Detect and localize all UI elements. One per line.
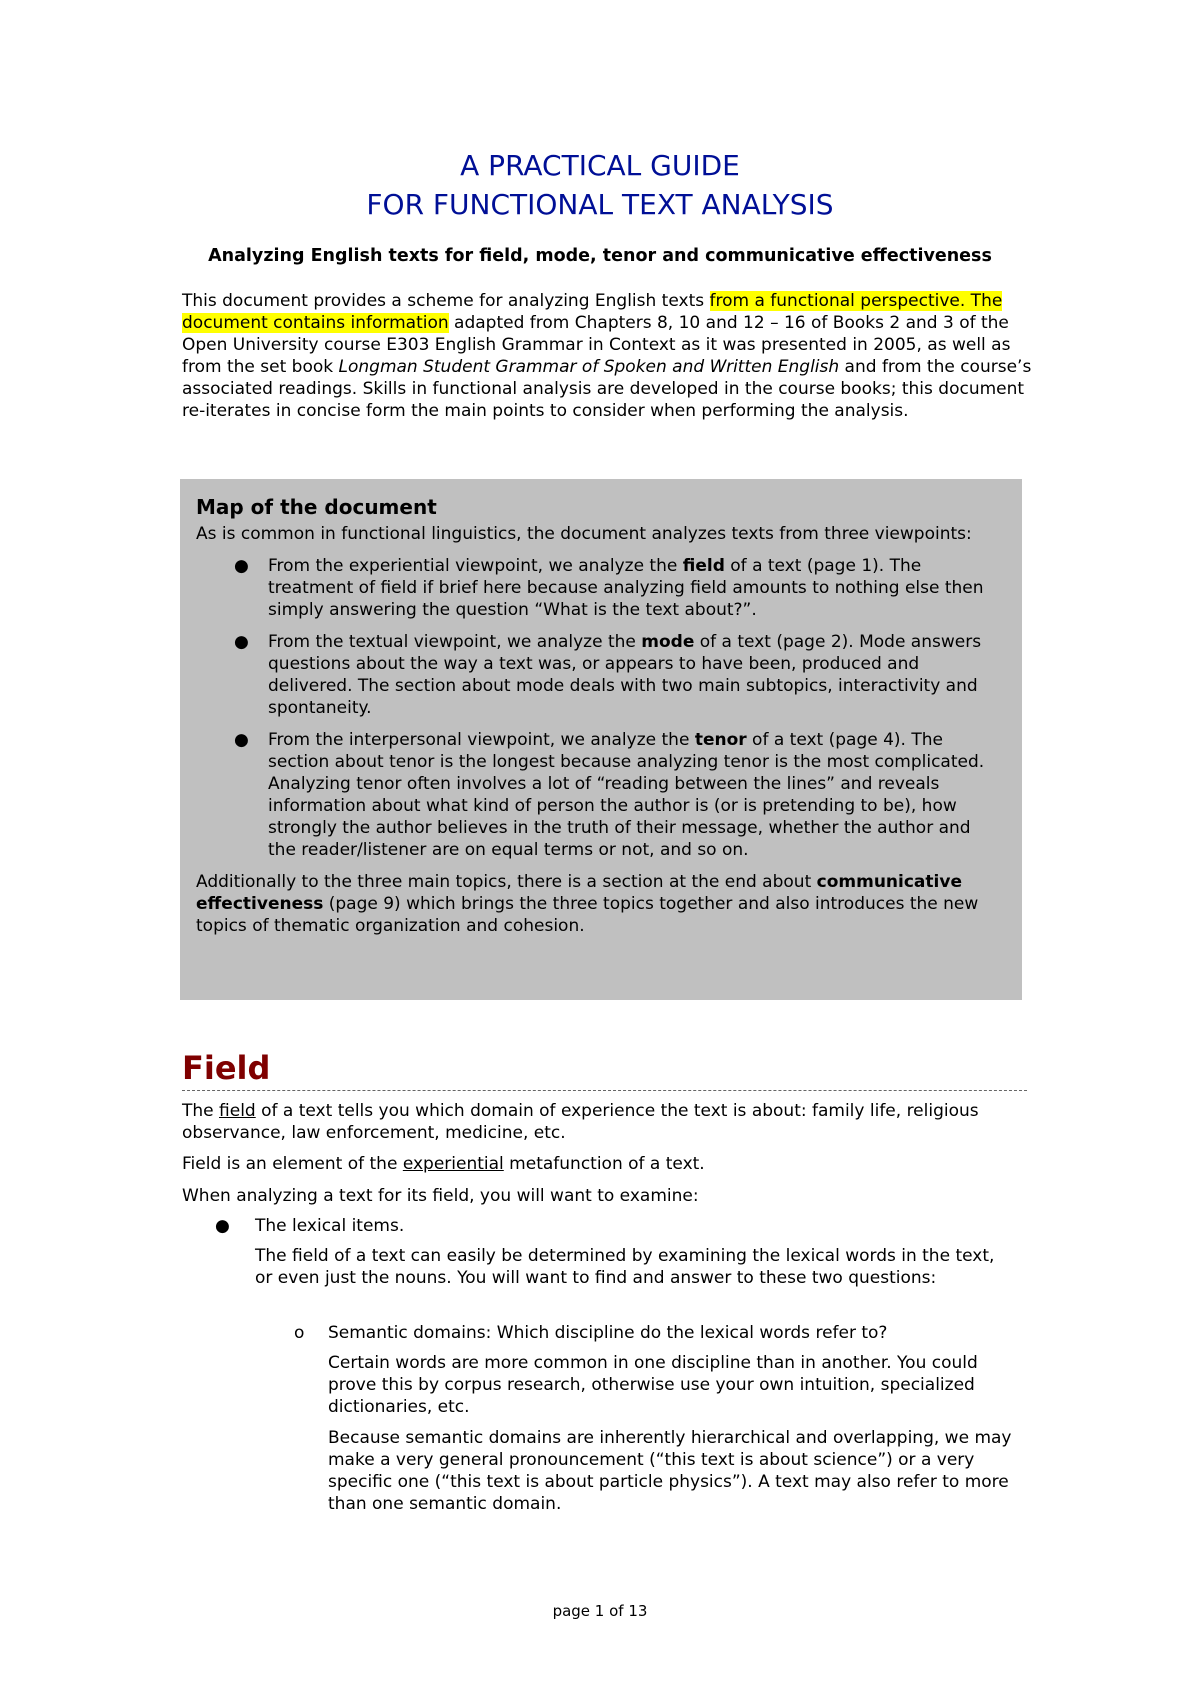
map-heading: Map of the document xyxy=(196,495,437,519)
intro-book-title: Longman Student Grammar of Spoken and Written English xyxy=(338,357,840,377)
sub-bullet-icon: o xyxy=(294,1323,305,1343)
map-bullet-keyword: tenor xyxy=(694,730,747,750)
bullet-icon: ● xyxy=(234,632,249,652)
intro-paragraph xyxy=(182,290,1034,422)
field-text: of a text tells you which domain of experience the text is about: family life, religious observance, law enforcement, medicine, etc. xyxy=(182,1101,979,1143)
field-term: experiential xyxy=(402,1154,504,1174)
map-bullet-text: of a text (page 2). Mode answers questions about the way a text was, or appears to have been, produced and delivered. The section about mode deals with two main subtopics, interactivity and spontaneity. xyxy=(268,632,982,718)
map-closing-keyword: communicative effectiveness xyxy=(196,872,962,914)
section-heading-field: Field xyxy=(182,1046,1027,1091)
map-bullet-text: From the experiential viewpoint, we analyze the xyxy=(268,556,683,576)
field-bullet-lexical: The lexical items. xyxy=(255,1216,405,1236)
field-bullet-body: The field of a text can easily be determined by examining the lexical words in the text, or even just the nouns. You will want to find and answer to these two questions: xyxy=(255,1246,995,1288)
map-bullet-mode xyxy=(196,631,998,719)
intro-text-mid: adapted from Chapters 8, 10 and 12 – 16 of Books 2 and 3 of the Open University course E303 English Grammar in Context as it was presented in 2005, as well as from the set book xyxy=(182,313,1011,377)
bullet-icon: ● xyxy=(234,730,249,750)
field-sub-para-1: Certain words are more common in one discipline than in another. You could prove this by corpus research, otherwise use your own intuition, specialized dictionaries, etc. xyxy=(328,1353,978,1417)
map-bullet-tenor xyxy=(196,729,998,861)
intro-highlight: from a functional perspective. The document contains information xyxy=(182,291,1003,333)
map-bullet-keyword: field xyxy=(682,556,725,576)
bullet-icon: ● xyxy=(234,556,249,576)
field-text: metafunction of a text. xyxy=(503,1154,705,1174)
map-bullet-text: From the interpersonal viewpoint, we analyze the xyxy=(268,730,695,750)
map-lead: As is common in functional linguistics, the document analyzes texts from three viewpoints: xyxy=(196,524,972,544)
field-term: field xyxy=(219,1101,256,1121)
field-metafunction xyxy=(182,1153,1042,1175)
intro-text-pre: This document provides a scheme for analyzing English texts xyxy=(182,291,710,311)
map-closing-text: (page 9) which brings the three topics together and also introduces the new topics of thematic organization and cohesion. xyxy=(196,894,979,936)
doc-title-line1: A PRACTICAL GUIDE xyxy=(460,149,740,182)
map-bullet-field xyxy=(196,555,998,621)
field-text: Field is an element of the xyxy=(182,1154,403,1174)
map-bullet-text: of a text (page 4). The section about tenor is the longest because analyzing tenor is the most complicated. Analyzing tenor often involves a lot of “reading between the lines” and reveals information about what kind of person the author is (or is pretending to be), how strongly the author believes in the truth of their message, whether the author and the reader/listener are on equal terms or not, and so on. xyxy=(268,730,985,860)
field-text: The xyxy=(182,1101,220,1121)
page-number: page 1 of 13 xyxy=(552,1602,648,1620)
field-examine-intro: When analyzing a text for its field, you will want to examine: xyxy=(182,1186,699,1206)
map-closing-text: Additionally to the three main topics, there is a section at the end about xyxy=(196,872,817,892)
bullet-icon: ● xyxy=(215,1216,230,1236)
doc-subtitle: Analyzing English texts for field, mode, tenor and communicative effectiveness xyxy=(208,246,992,266)
map-bullet-keyword: mode xyxy=(641,632,695,652)
map-box xyxy=(180,479,1022,1000)
doc-title-line2: FOR FUNCTIONAL TEXT ANALYSIS xyxy=(366,188,834,221)
intro-text-post: and from the course’s associated readings. Skills in functional analysis are developed in the course books; this document re-iterates in concise form the main points to consider when performing the analysis. xyxy=(182,357,1032,421)
field-sub-para-2: Because semantic domains are inherently hierarchical and overlapping, we may make a very general pronouncement (“this text is about science”) or a very specific one (“this text is about particle physics”). A text may also refer to more than one semantic domain. xyxy=(328,1428,1012,1514)
map-bullet-text: From the textual viewpoint, we analyze the xyxy=(268,632,642,652)
map-bullet-text: of a text (page 1). The treatment of field if brief here because analyzing field amounts to nothing else then simply answering the question “What is the text about?”. xyxy=(268,556,984,620)
field-definition xyxy=(182,1100,1042,1144)
map-closing xyxy=(196,871,996,937)
field-sub-bullet-semantic: Semantic domains: Which discipline do the lexical words refer to? xyxy=(328,1323,888,1343)
